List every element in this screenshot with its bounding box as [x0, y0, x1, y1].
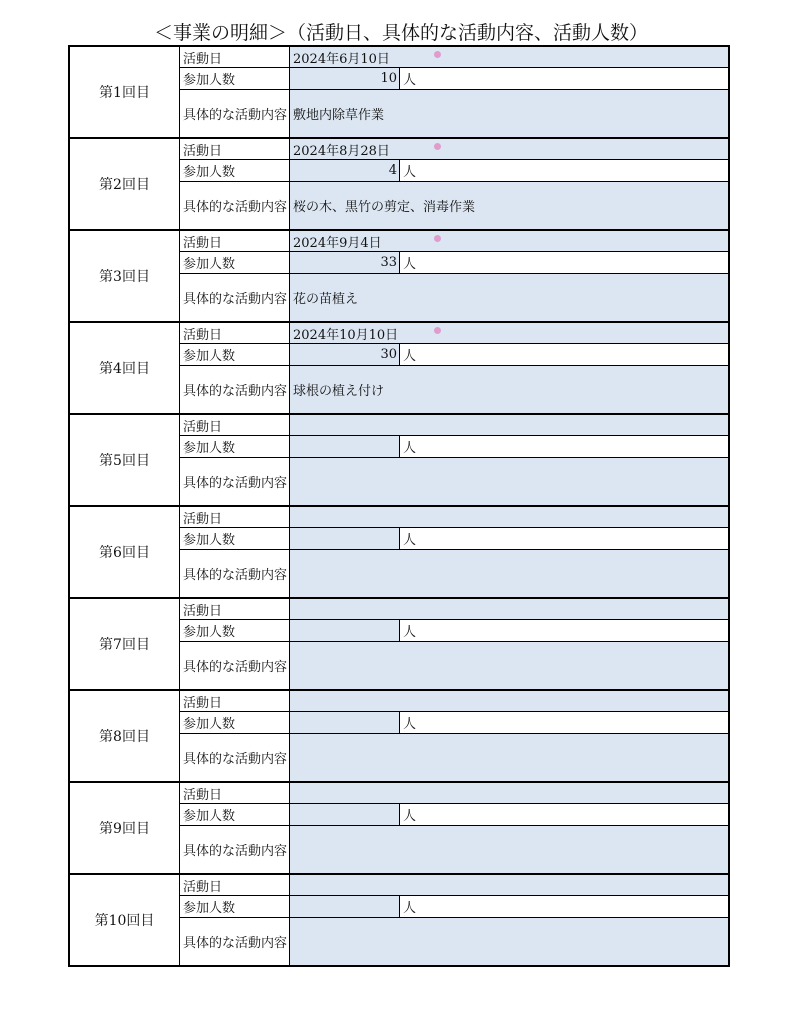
participants-row	[180, 160, 730, 182]
content-row	[180, 734, 730, 781]
participants-label: 参加人数	[180, 160, 290, 181]
participants-label: 参加人数	[180, 804, 290, 825]
content-label: 具体的な活動内容	[180, 274, 290, 321]
date-input[interactable]	[290, 875, 730, 895]
round-label: 第3回目	[68, 231, 180, 321]
round-block	[68, 231, 730, 323]
date-label: 活動日	[180, 415, 290, 435]
content-label: 具体的な活動内容	[180, 826, 290, 873]
pink-marker-dot	[434, 51, 441, 58]
participants-label: 参加人数	[180, 528, 290, 549]
pink-marker-dot	[434, 143, 441, 150]
participants-row	[180, 344, 730, 366]
content-input[interactable]	[290, 826, 730, 873]
participants-input[interactable]	[290, 804, 400, 825]
participants-input[interactable]	[290, 436, 400, 457]
round-fields	[180, 47, 730, 137]
participants-row	[180, 620, 730, 642]
participants-unit: 人	[400, 344, 730, 365]
round-fields	[180, 875, 730, 965]
participants-input[interactable]	[290, 896, 400, 917]
content-label: 具体的な活動内容	[180, 734, 290, 781]
content-value: 敷地内除草作業	[293, 108, 385, 123]
date-label: 活動日	[180, 507, 290, 527]
participants-input[interactable]: 30	[290, 344, 400, 365]
date-row	[180, 231, 730, 252]
round-block	[68, 783, 730, 875]
date-row	[180, 691, 730, 712]
round-block	[68, 47, 730, 139]
participants-label: 参加人数	[180, 620, 290, 641]
participants-input[interactable]: 10	[290, 68, 400, 89]
date-row	[180, 783, 730, 804]
round-fields	[180, 323, 730, 413]
round-fields	[180, 599, 730, 689]
date-value: 2024年9月4日	[293, 235, 382, 251]
round-label: 第6回目	[68, 507, 180, 597]
pink-marker-dot	[434, 327, 441, 334]
activity-details-form	[68, 45, 730, 967]
date-label: 活動日	[180, 231, 290, 251]
participants-unit: 人	[400, 160, 730, 181]
date-row	[180, 599, 730, 620]
round-block	[68, 323, 730, 415]
round-fields	[180, 231, 730, 321]
participants-row	[180, 896, 730, 918]
content-input[interactable]	[290, 642, 730, 689]
content-label: 具体的な活動内容	[180, 918, 290, 965]
content-row	[180, 826, 730, 873]
date-label: 活動日	[180, 875, 290, 895]
content-row	[180, 458, 730, 505]
content-label: 具体的な活動内容	[180, 182, 290, 229]
content-row	[180, 550, 730, 597]
content-input[interactable]	[290, 918, 730, 965]
date-input[interactable]	[290, 139, 730, 159]
date-input[interactable]	[290, 507, 730, 527]
content-row	[180, 182, 730, 229]
date-row	[180, 47, 730, 68]
participants-input[interactable]	[290, 620, 400, 641]
date-input[interactable]	[290, 599, 730, 619]
participants-unit: 人	[400, 252, 730, 273]
content-row	[180, 918, 730, 965]
date-label: 活動日	[180, 139, 290, 159]
participants-input[interactable]: 4	[290, 160, 400, 181]
participants-label: 参加人数	[180, 896, 290, 917]
content-input[interactable]	[290, 274, 730, 321]
date-label: 活動日	[180, 783, 290, 803]
round-block	[68, 415, 730, 507]
content-input[interactable]	[290, 550, 730, 597]
round-block	[68, 599, 730, 691]
participants-input[interactable]: 33	[290, 252, 400, 273]
content-input[interactable]	[290, 366, 730, 413]
participants-label: 参加人数	[180, 712, 290, 733]
round-block	[68, 691, 730, 783]
date-value: 2024年6月10日	[293, 51, 390, 67]
content-row	[180, 366, 730, 413]
date-input[interactable]	[290, 691, 730, 711]
content-row	[180, 642, 730, 689]
participants-input[interactable]	[290, 712, 400, 733]
participants-row	[180, 252, 730, 274]
round-label: 第7回目	[68, 599, 180, 689]
participants-unit: 人	[400, 68, 730, 89]
date-input[interactable]	[290, 47, 730, 67]
round-fields	[180, 507, 730, 597]
date-input[interactable]	[290, 323, 730, 343]
round-fields	[180, 139, 730, 229]
content-row	[180, 90, 730, 137]
content-row	[180, 274, 730, 321]
participants-row	[180, 436, 730, 458]
participants-unit: 人	[400, 436, 730, 457]
date-input[interactable]	[290, 783, 730, 803]
date-row	[180, 139, 730, 160]
round-label: 第10回目	[68, 875, 180, 965]
round-block	[68, 139, 730, 231]
participants-unit: 人	[400, 712, 730, 733]
round-fields	[180, 783, 730, 873]
round-label: 第5回目	[68, 415, 180, 505]
date-label: 活動日	[180, 47, 290, 67]
date-value: 2024年10月10日	[293, 327, 399, 343]
participants-row	[180, 528, 730, 550]
date-row	[180, 875, 730, 896]
content-input[interactable]	[290, 90, 730, 137]
pink-marker-dot	[434, 235, 441, 242]
round-label: 第8回目	[68, 691, 180, 781]
date-label: 活動日	[180, 691, 290, 711]
round-label: 第4回目	[68, 323, 180, 413]
round-label: 第2回目	[68, 139, 180, 229]
content-value: 球根の植え付け	[293, 384, 385, 399]
participants-row	[180, 712, 730, 734]
page-title: ＜事業の明細＞（活動日、具体的な活動内容、活動人数）	[153, 22, 648, 44]
date-value: 2024年8月28日	[293, 143, 390, 159]
participants-unit: 人	[400, 620, 730, 641]
content-label: 具体的な活動内容	[180, 458, 290, 505]
content-label: 具体的な活動内容	[180, 366, 290, 413]
participants-label: 参加人数	[180, 344, 290, 365]
date-label: 活動日	[180, 599, 290, 619]
participants-row	[180, 804, 730, 826]
content-input[interactable]	[290, 182, 730, 229]
date-row	[180, 415, 730, 436]
date-row	[180, 507, 730, 528]
round-block	[68, 507, 730, 599]
content-label: 具体的な活動内容	[180, 550, 290, 597]
date-input[interactable]	[290, 231, 730, 251]
round-label: 第9回目	[68, 783, 180, 873]
date-label: 活動日	[180, 323, 290, 343]
participants-label: 参加人数	[180, 68, 290, 89]
content-input[interactable]	[290, 458, 730, 505]
content-label: 具体的な活動内容	[180, 642, 290, 689]
round-fields	[180, 691, 730, 781]
round-block	[68, 875, 730, 967]
round-fields	[180, 415, 730, 505]
content-label: 具体的な活動内容	[180, 90, 290, 137]
content-input[interactable]	[290, 734, 730, 781]
date-row	[180, 323, 730, 344]
date-input[interactable]	[290, 415, 730, 435]
participants-unit: 人	[400, 804, 730, 825]
participants-unit: 人	[400, 528, 730, 549]
participants-input[interactable]	[290, 528, 400, 549]
participants-unit: 人	[400, 896, 730, 917]
participants-row	[180, 68, 730, 90]
participants-label: 参加人数	[180, 436, 290, 457]
content-value: 花の苗植え	[293, 292, 359, 307]
round-label: 第1回目	[68, 47, 180, 137]
participants-label: 参加人数	[180, 252, 290, 273]
content-value: 桜の木、黒竹の剪定、消毒作業	[293, 200, 476, 215]
